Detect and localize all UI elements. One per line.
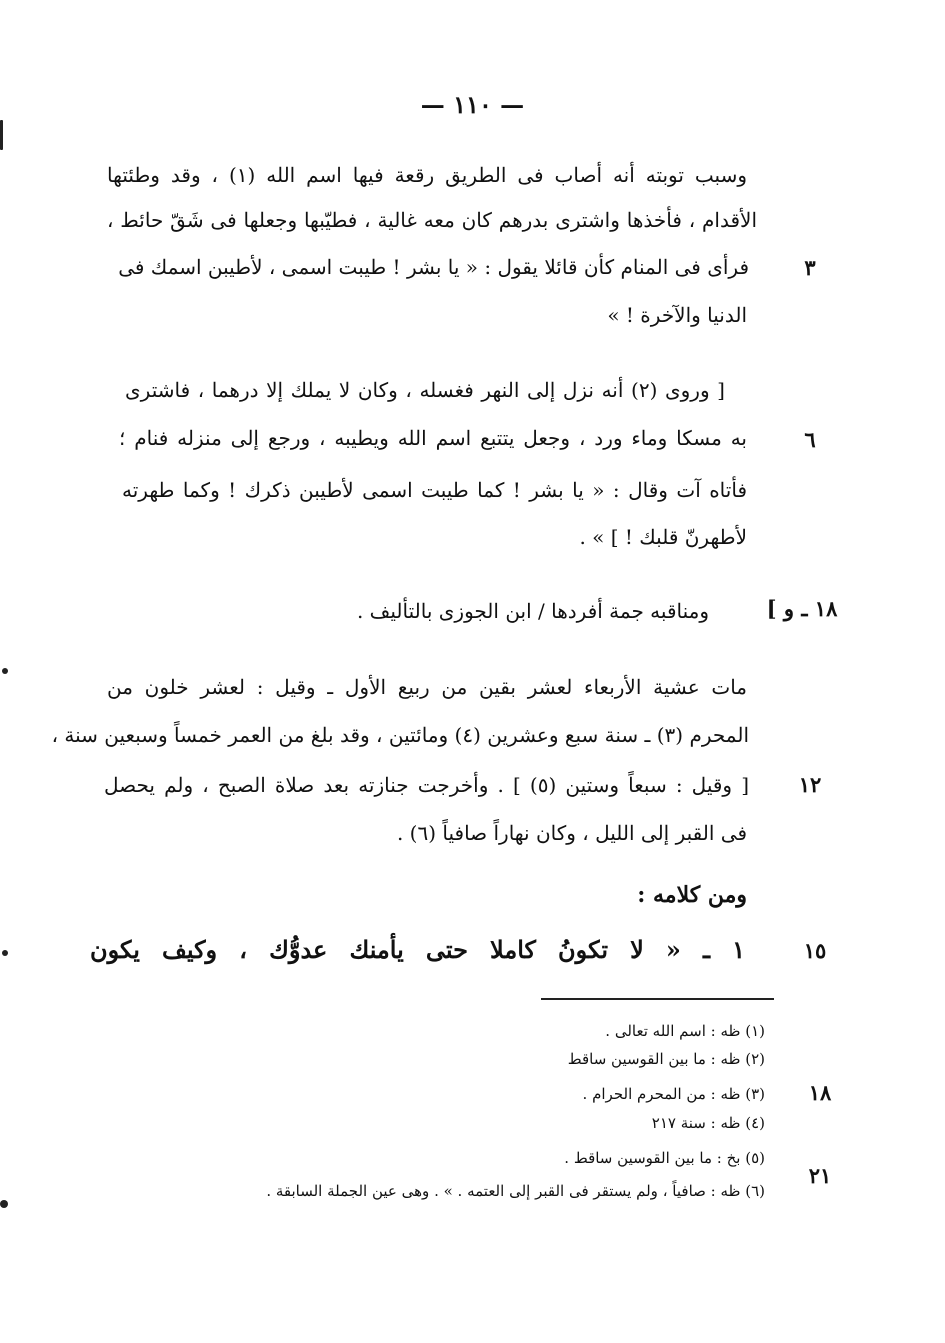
line-number-21: ٢١ <box>808 1163 832 1188</box>
scan-edge-mark <box>0 120 3 150</box>
saying-line1: ١ ـ « لا تكونُ كاملا حتى يأمنك عدوُّك ، وكيف يكون <box>90 935 745 964</box>
paragraph4-line1: مات عشية الأربعاء لعشر بقين من ربيع الأول ـ وقيل : لعشر خلون من <box>107 675 747 699</box>
line-number-18: ١٨ <box>808 1080 832 1105</box>
section-heading: ومن كلامه : <box>637 882 747 908</box>
paragraph1-line4: الدنيا والآخرة ! » <box>607 303 747 327</box>
paragraph4-line4: فى القبر إلى الليل ، وكان نهاراً صافياً (٦) . <box>396 821 747 845</box>
marginal-folio-reference: ١٨ ـ و ] <box>766 596 838 621</box>
footnote-2: (٢) ظه : ما بين القوسين ساقط <box>567 1050 765 1068</box>
line-number-12: ١٢ <box>798 772 822 797</box>
footnote-1: (١) ظه : اسم الله تعالى . <box>605 1022 765 1040</box>
footnote-separator <box>541 998 774 1000</box>
footnote-3: (٣) ظه : من المحرم الحرام . <box>582 1085 765 1103</box>
line-number-15: ١٥ <box>803 938 827 963</box>
scan-edge-mark <box>2 950 8 956</box>
paragraph2-line3: فأتاه آت وقال : « يا بشر ! كما طيبت اسمى لأطيبن ذكرك ! وكما طهرته <box>122 478 747 502</box>
paragraph2-line1: [ وروى (٢) أنه نزل إلى النهر فغسله ، وكان لا يملك إلا درهما ، فاشترى <box>125 378 725 402</box>
page-number: — ١١٠ — <box>420 90 525 119</box>
paragraph4-line2: المحرم (٣) ـ سنة سبع وعشرين (٤) ومائتين ، وقد بلغ من العمر خمساً وسبعين سنة ، <box>51 723 749 747</box>
footnote-5: (٥) بخ : ما بين القوسين ساقط . <box>564 1149 765 1167</box>
scan-edge-mark <box>2 668 8 674</box>
footnote-4: (٤) ظه : سنة ٢١٧ <box>651 1114 765 1132</box>
scan-edge-mark <box>0 1200 8 1208</box>
line-number-6: ٦ <box>804 427 816 452</box>
paragraph1-line1: وسبب توبته أنه أصاب فى الطريق رقعة فيها اسم الله (١) ، وقد وطئتها <box>107 163 747 187</box>
paragraph3-line1: ومناقبه جمة أفردها / ابن الجوزى بالتأليف . <box>356 599 709 623</box>
paragraph2-line4: لأطهرنّ قلبك ! ] » . <box>579 525 747 549</box>
paragraph1-line3: فرأى فى المنام كأن قائلا يقول : « يا بشر ! طيبت اسمى ، لأطيبن اسمك فى <box>118 255 749 279</box>
footnote-6: (٦) ظه : صافياً ، ولم يستقر فى القبر إلى العتمه . » . وهى عين الجملة السابقة . <box>266 1182 765 1200</box>
line-number-3: ٣ <box>804 255 816 280</box>
paragraph2-line2: به مسكا وماء ورد ، وجعل يتتبع اسم الله ويطيبه ، ورجع إلى منزله فنام ؛ <box>119 426 747 450</box>
paragraph1-line2: الأقدام ، فأخذها واشترى بدرهم كان معه غالية ، فطيّبها وجعلها فى شَقّ حائط ، <box>107 208 757 232</box>
paragraph4-line3: [ وقيل : سبعاً وستين (٥) ] . وأخرجت جنازته بعد صلاة الصبح ، ولم يحصل <box>104 773 749 797</box>
